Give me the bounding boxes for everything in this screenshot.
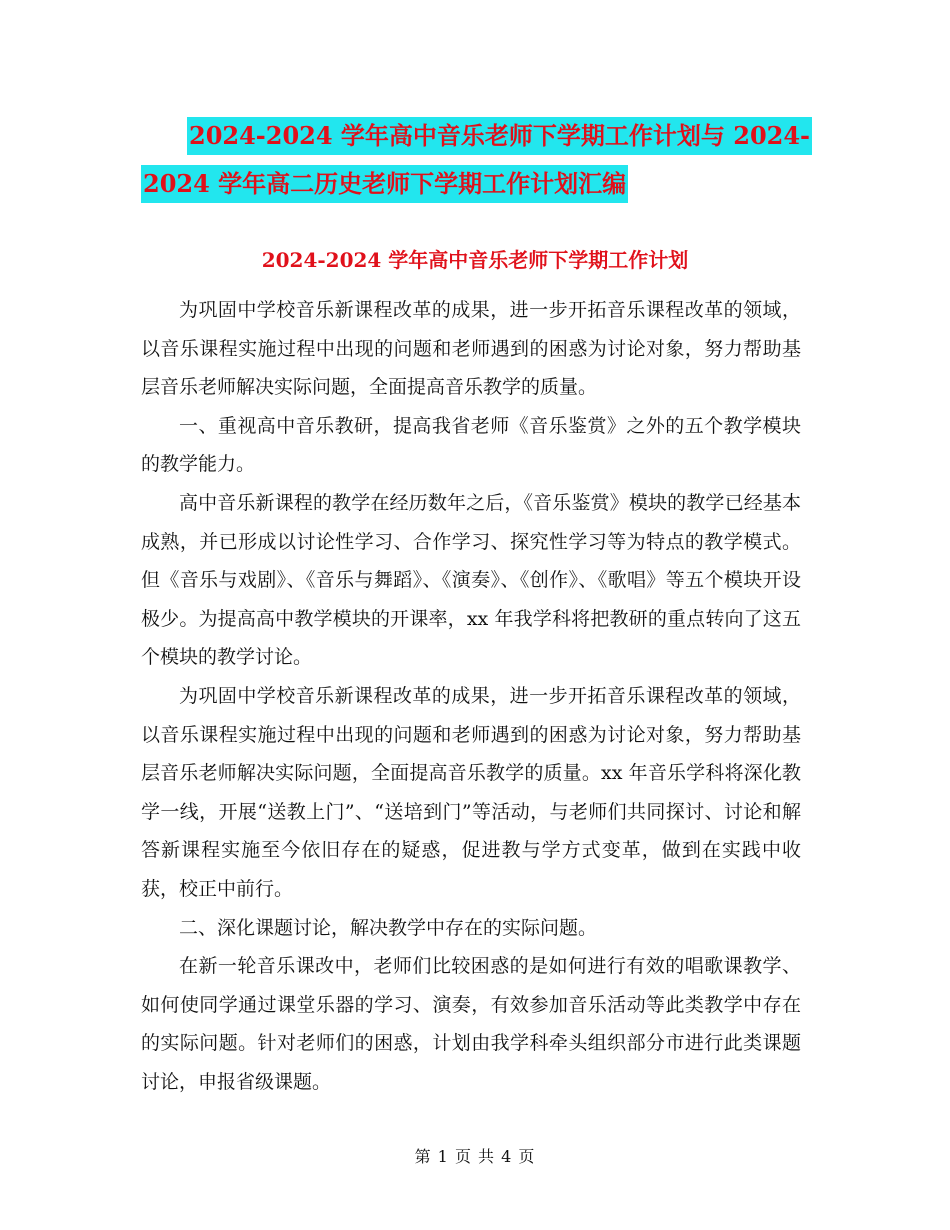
paragraph-heading-1: 一、重视高中音乐教研，提高我省老师《音乐鉴赏》之外的五个教学模块的教学能力。 bbox=[141, 414, 801, 476]
title-line-2: 2024 学年高二历史老师下学期工作计划汇编 bbox=[141, 165, 628, 203]
document-title bbox=[0, 112, 950, 208]
paragraph-modules: 高中音乐新课程的教学在经历数年之后，《音乐鉴赏》模块的教学已经基本成熟，并已形成以讨论性学习、合作学习、探究性学习等为特点的教学模式。但《音乐与戏剧》、《音乐与舞蹈》、《演奏》、《创作》、《歌唱》等五个模块开设极少。为提高高中教学模块的开课率，xx 年我学科将把教研的重点转向了这五个模块的教学讨论。 bbox=[141, 491, 801, 669]
paragraph-intro: 为巩固中学校音乐新课程改革的成果，进一步开拓音乐课程改革的领域，以音乐课程实施过程中出现的问题和老师遇到的困惑为讨论对象，努力帮助基层音乐老师解决实际问题，全面提高音乐教学的质量。 bbox=[141, 299, 801, 399]
paragraph-outreach: 为巩固中学校音乐新课程改革的成果，进一步开拓音乐课程改革的领域，以音乐课程实施过程中出现的问题和老师遇到的困惑为讨论对象，努力帮助基层音乐老师解决实际问题，全面提高音乐教学的质量。xx 年音乐学科将深化教学一线，开展“送教上门”、“送培到门”等活动，与老师们共同探讨、讨论和解答新课程实施至今依旧存在的疑惑，促进教与学方式变革，做到在实践中收获，校正中前行。 bbox=[141, 684, 801, 900]
page-number-footer: 第 1 页 共 4 页 bbox=[414, 1147, 536, 1166]
document-body bbox=[141, 291, 801, 1101]
paragraph-heading-2: 二、深化课题讨论，解决教学中存在的实际问题。 bbox=[179, 916, 598, 939]
section-subtitle: 2024-2024 学年高中音乐老师下学期工作计划 bbox=[261, 248, 689, 272]
title-line-1: 2024-2024 学年高中音乐老师下学期工作计划与 2024- bbox=[187, 117, 812, 155]
paragraph-research: 在新一轮音乐课改中，老师们比较困惑的是如何进行有效的唱歌课教学、如何使同学通过课堂乐器的学习、演奏，有效参加音乐活动等此类教学中存在的实际问题。针对老师们的困惑，计划由我学科牵头组织部分市进行此类课题讨论，申报省级课题。 bbox=[141, 955, 801, 1093]
